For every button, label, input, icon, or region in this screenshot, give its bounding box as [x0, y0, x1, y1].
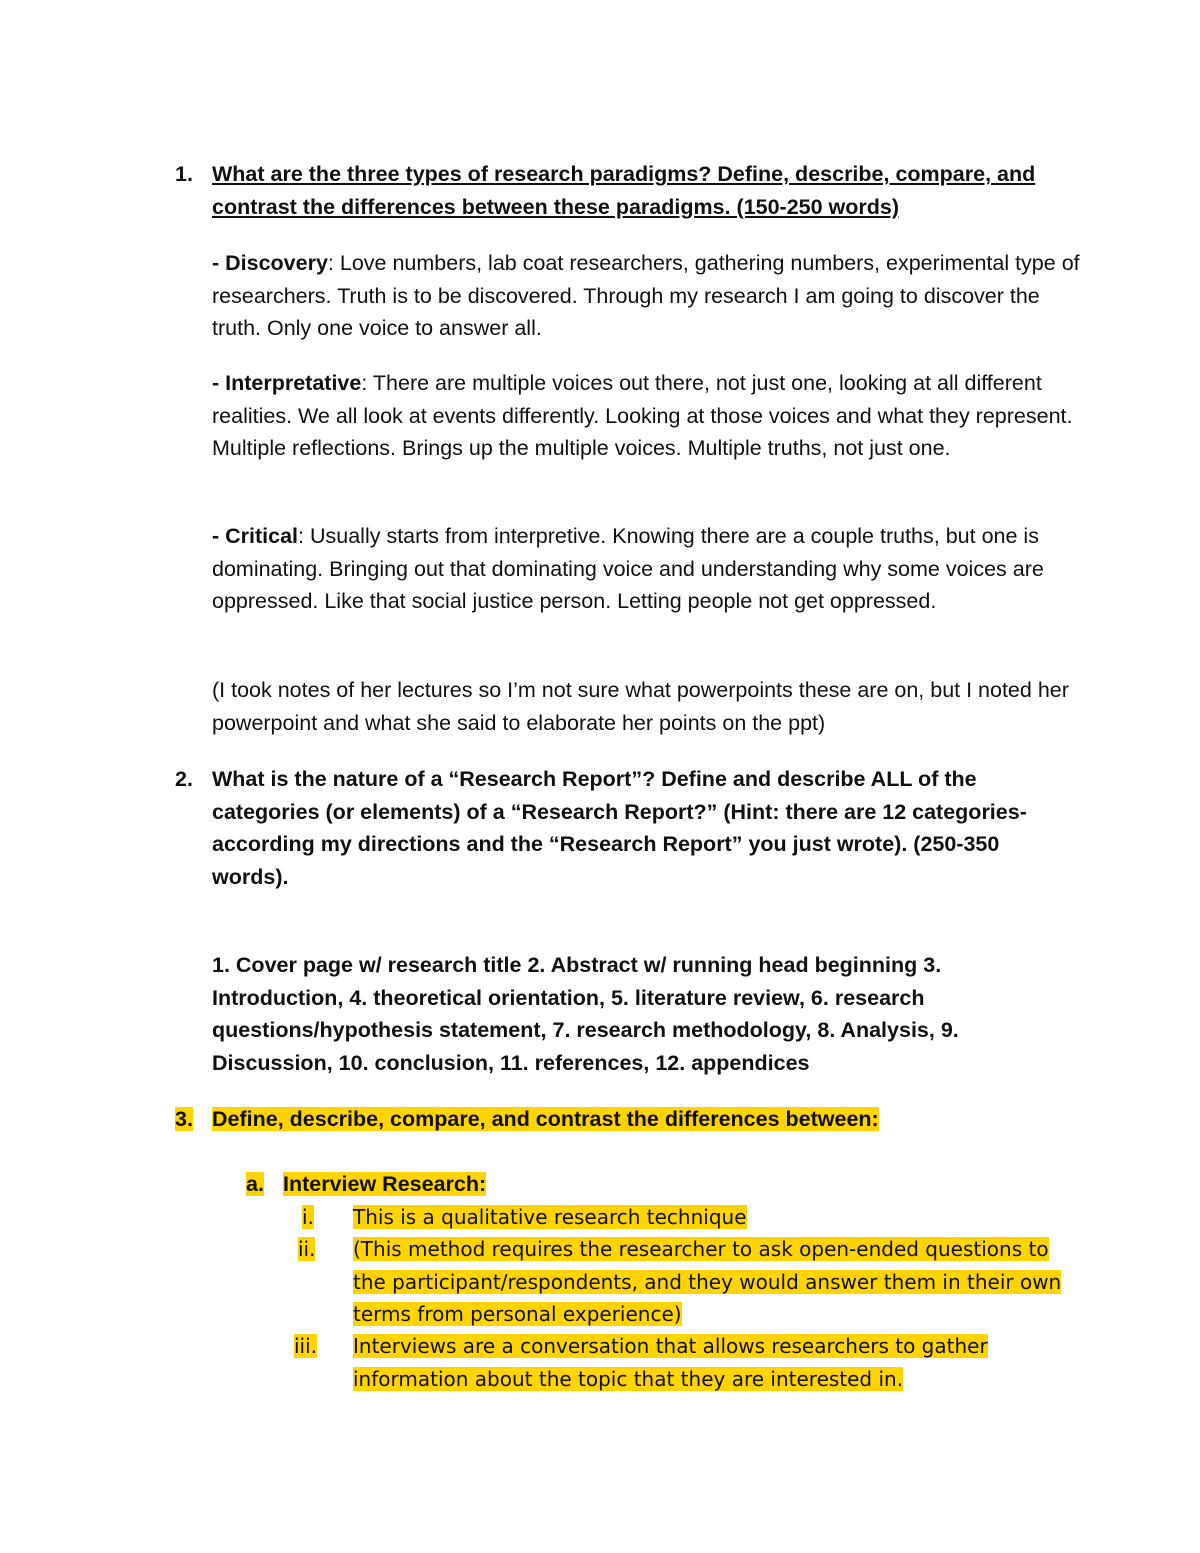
list-item — [353, 1201, 1073, 1234]
paradigm-label: - Discovery — [212, 251, 328, 275]
list-item-text: This is a qualitative research technique — [353, 1205, 747, 1229]
question-1-title: What are the three types of research paradigms? Define, describe, compare, and contrast the differences between these paradigms. (150-250 words) — [212, 162, 1036, 219]
subquestion-a-title-text: Interview Research: — [283, 1172, 487, 1196]
subquestion-a-letter — [246, 1168, 264, 1201]
paradigm-label: - Interpretative — [212, 371, 362, 395]
question-3-number — [175, 1103, 193, 1136]
subquestion-a-title — [283, 1168, 486, 1201]
paradigm-label: - Critical — [212, 524, 299, 548]
roman-numeral — [294, 1330, 317, 1363]
paradigm-interpretative — [212, 367, 1082, 465]
list-item-text: (This method requires the researcher to ask open-ended questions to the participant/respondents, and they would answer them in their own terms from personal experience) — [353, 1237, 1062, 1326]
paradigm-text: : Love numbers, lab coat researchers, gathering numbers, experimental type of researchers. Truth is to be discovered. Through my research I am going to discover the truth. Only one voice to answer all. — [212, 251, 1080, 340]
question-1-number: 1. — [175, 162, 193, 186]
question-3-number-text: 3. — [175, 1107, 193, 1131]
roman-numeral — [302, 1201, 314, 1234]
paradigm-text: : There are multiple voices out there, not just one, looking at all different realities. We all look at events differently. Looking at those voices and what they represent. Multiple reflections. Brings up the multiple voices. Multiple truths, not just one. — [212, 371, 1073, 460]
paradigm-text: : Usually starts from interpretive. Knowing there are a couple truths, but one is dominating. Bringing out that dominating voice and understanding why some voices are oppressed. Like that social justice person. Letting people not get oppressed. — [212, 524, 1044, 613]
list-item — [353, 1233, 1073, 1331]
paradigm-discovery — [212, 247, 1082, 345]
paradigm-critical — [212, 520, 1082, 618]
roman-numeral — [298, 1233, 315, 1266]
question-2-number: 2. — [175, 767, 193, 791]
roman-numeral-text: i. — [302, 1205, 314, 1229]
list-item — [353, 1330, 1073, 1395]
subquestion-a-letter-text: a. — [246, 1172, 264, 1196]
question-3-title — [212, 1103, 1072, 1136]
lecture-note: (I took notes of her lectures so I’m not sure what powerpoints these are on, but I noted her powerpoint and what she said to elaborate her points on the ppt) — [212, 678, 1069, 735]
question-2-title: What is the nature of a “Research Report”? Define and describe ALL of the categories (or elements) of a “Research Report?” (Hint: there are 12 categories-according my directions and the “Research Report” you just wrote). (250-350 words). — [212, 767, 1027, 889]
question-3-title-text: Define, describe, compare, and contrast the differences between: — [212, 1107, 879, 1131]
roman-numeral-text: ii. — [298, 1237, 316, 1261]
research-report-categories: 1. Cover page w/ research title 2. Abstract w/ running head beginning 3. Introduction, 4. theoretical orientation, 5. literature review, 6. research questions/hypothesis statement, 7. research methodology, 8. Analysis, 9. Discussion, 10. conclusion, 11. references, 12. appendices — [212, 953, 959, 1075]
list-item-text: Interviews are a conversation that allows researchers to gather information about the topic that they are interested in. — [353, 1334, 988, 1391]
roman-numeral-text: iii. — [294, 1334, 318, 1358]
